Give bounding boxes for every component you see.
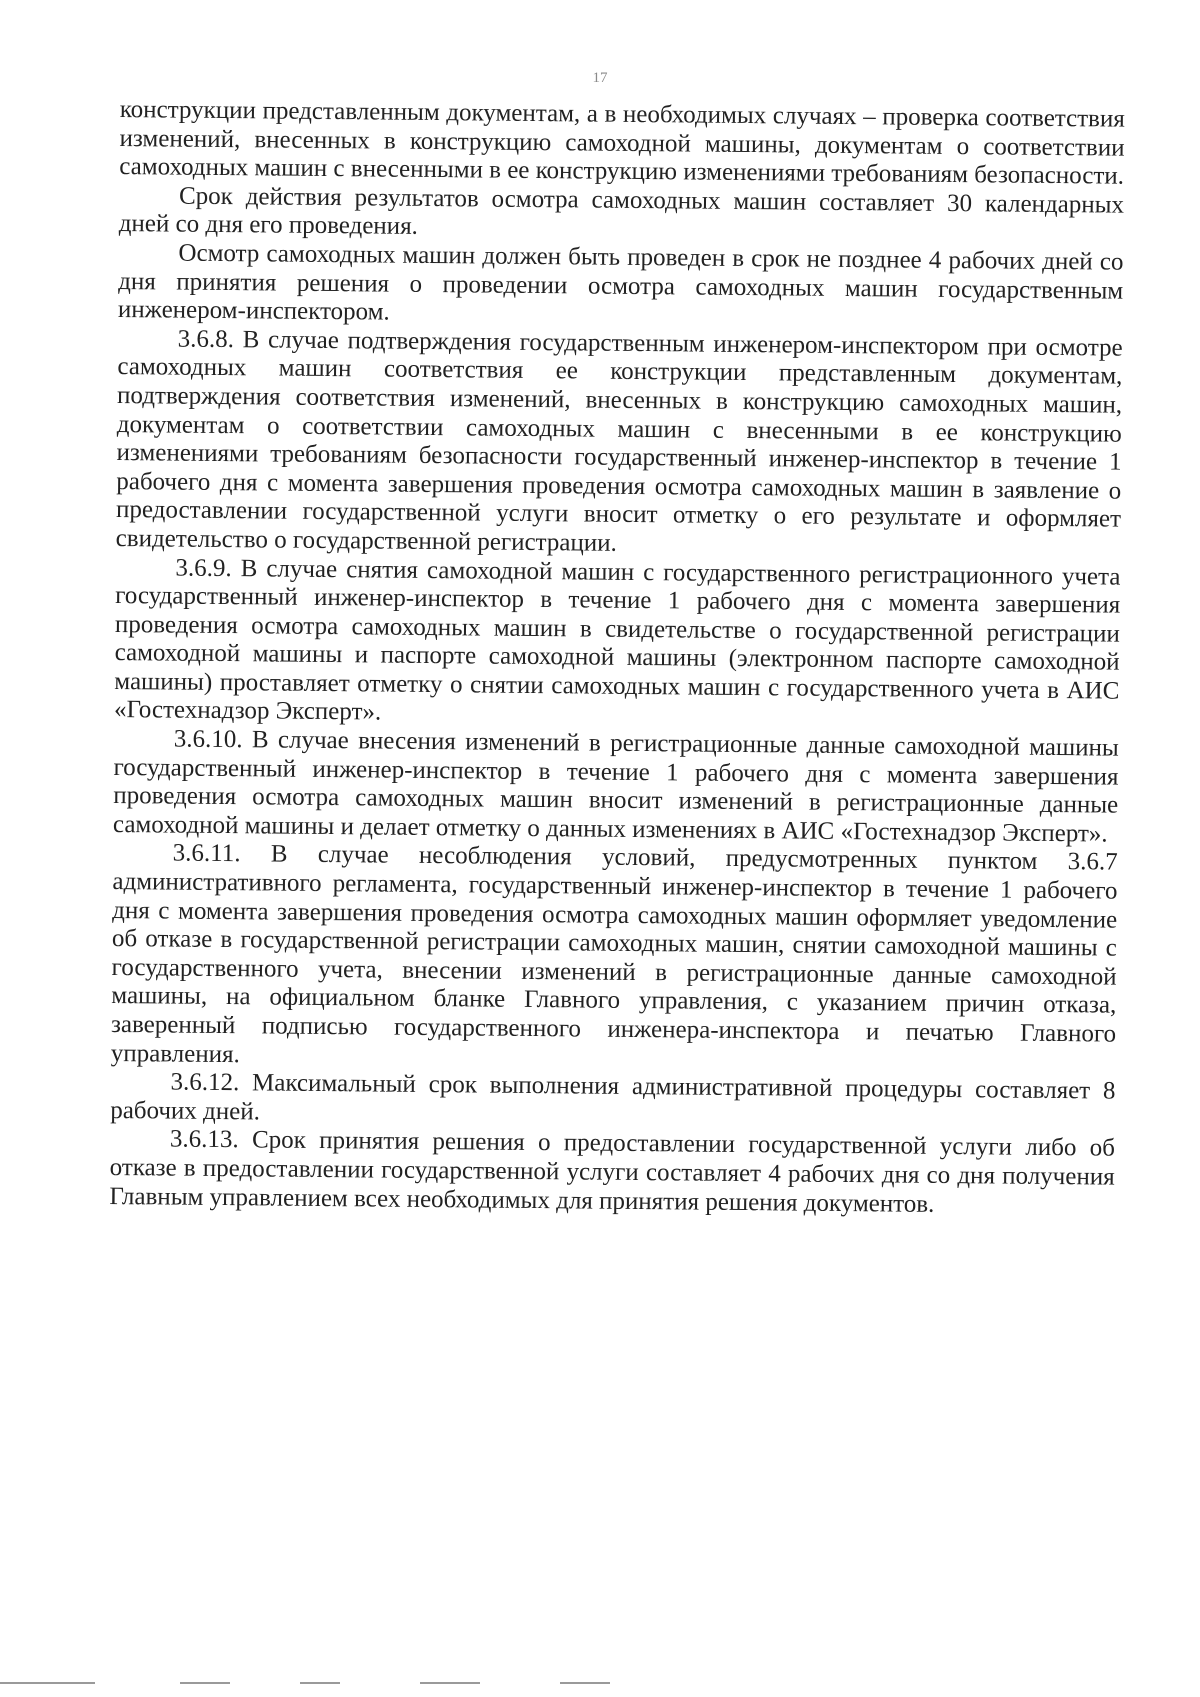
paragraph-3-6-13: 3.6.13. Срок принятия решения о предоставлении государственной услуги либо об отказе в предоставлении государственной услуги составляет 4 рабочих дня со дня получения Главным управлением всех необходимых для принятия решения документов.	[109, 1125, 1116, 1218]
page-number: 17	[592, 70, 608, 86]
paragraph-continuation: конструкции представленным документам, а в необходимых случаях – проверка соответствия изменений, внесенных в конструкцию самоходной машины, документам о соответствии самоходных машин с внесенными в ее конструкцию изменениями требованиям безопасности.	[119, 96, 1125, 190]
paragraph-inspection-validity: Срок действия результатов осмотра самоходных машин составляет 30 календарных дней со дня его проведения.	[118, 182, 1125, 241]
paragraph-3-6-8: 3.6.8. В случае подтверждения государственным инженером-инспектором при осмотре самоходных машин соответствия ее конструкции представленным документам, подтверждения соответствия изменений, внесенных в конструкцию самоходных машин, документам о соответствии самоходных машин с внесенными в ее конструкцию изменениями требованиям безопасности государственный инженер-инспектор в течение 1 рабочего дня с момента завершения проведения осмотра самоходных машин в заявление о предоставлении государственной услуги вносит отметку о его результате и оформляет свидетельство о государственной регистрации.	[115, 325, 1123, 557]
paragraph-3-6-12: 3.6.12. Максимальный срок выполнения административной процедуры составляет 8 рабочих дней.	[110, 1068, 1116, 1126]
scan-edge-marks	[0, 1682, 1200, 1690]
document-body	[109, 96, 1125, 1221]
paragraph-inspection-deadline: Осмотр самоходных машин должен быть проведен в срок не позднее 4 рабочих дней со дня принятия решения о проведении осмотра самоходных машин государственным инженером-инспектором.	[117, 239, 1124, 326]
paragraph-3-6-11: 3.6.11. В случае несоблюдения условий, предусмотренных пунктом 3.6.7 административного регламента, государственный инженер-инспектор в течение 1 рабочего дня с момента завершения проведения осмотра самоходных машин оформляет уведомление об отказе в государственной регистрации самоходных машин, снятии самоходной машины с государственного учета, внесении изменений в регистрационные данные самоходной машины, на официальном бланке Главного управления, с указанием причин отказа, заверенный подписью государственного инженера-инспектора и печатью Главного управления.	[110, 839, 1118, 1068]
paragraph-3-6-9: 3.6.9. В случае снятия самоходной машин с государственного регистрационного учета государственный инженер-инспектор в течение 1 рабочего дня с момента завершения проведения осмотра самоходных машин в свидетельстве о государственной регистрации самоходной машины и паспорте самоходной машины (электронном паспорте самоходной машины) проставляет отметку о снятии самоходных машин с государственного учета в АИС «Гостехнадзор Эксперт».	[113, 554, 1121, 727]
paragraph-3-6-10: 3.6.10. В случае внесения изменений в регистрационные данные самоходной машины государственный инженер-инспектор в течение 1 рабочего дня с момента завершения проведения осмотра самоходных машин вносит изменений в регистрационные данные самоходной машины и делает отметку о данных изменениях в АИС «Гостехнадзор Эксперт».	[112, 725, 1119, 848]
